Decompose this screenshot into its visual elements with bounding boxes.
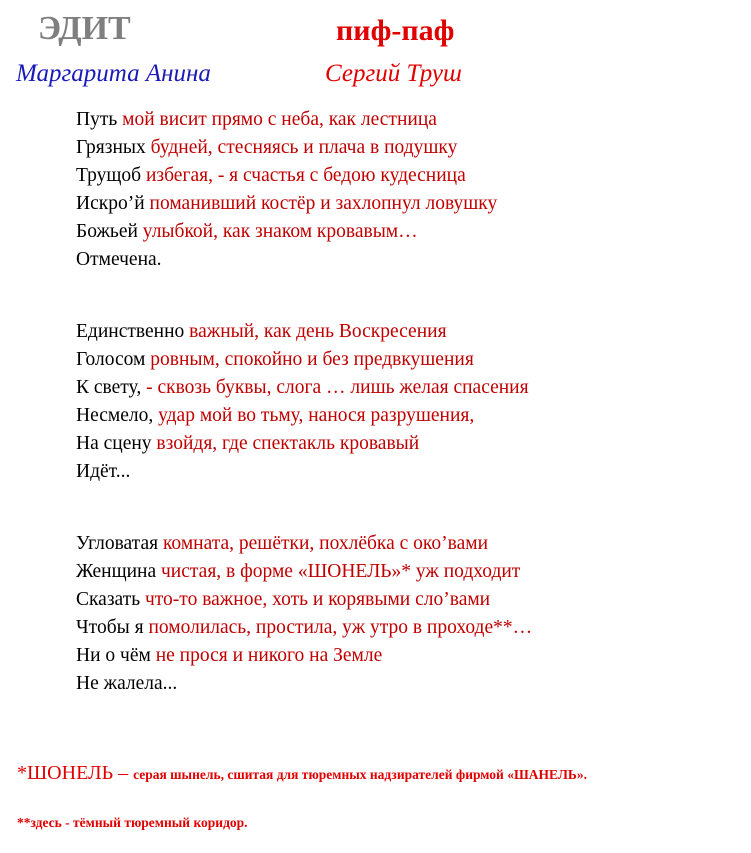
poem-line: Идёт... — [76, 461, 131, 482]
stanza-3 — [76, 530, 532, 698]
poem-line: Угловатая комната, решётки, похлёбка с око’вами — [76, 533, 489, 554]
title-right: пиф-паф — [336, 14, 455, 47]
stanza-1 — [76, 106, 497, 274]
footnote-1-term: *ШОНЕЛЬ – — [17, 762, 134, 784]
footnote-1-text: серая шынель, сшитая для тюремных надзирателей фирмой «ШАНЕЛЬ». — [133, 767, 587, 782]
poem-line: Не жалела... — [76, 673, 178, 694]
poem-line: Голосом ровным, спокойно и без предвкушения — [76, 349, 474, 370]
poem-line: Ни о чём не прося и никого на Земле — [76, 645, 383, 666]
poem-line: Отмечена. — [76, 249, 162, 270]
footnote-1 — [17, 762, 587, 785]
author-left: Маргарита Анина — [16, 60, 211, 87]
poem-line: На сцену взойдя, где спектакль кровавый — [76, 433, 420, 454]
poem-line: Трущоб избегая, - я счастья с бедою кудесница — [76, 165, 466, 186]
poem-line: Грязных будней, стесняясь и плача в подушку — [76, 137, 458, 158]
poem-line: Божьей улыбкой, как знаком кровавым… — [76, 221, 418, 242]
poem-line: Сказать что-то важное, хоть и корявыми сло’вами — [76, 589, 491, 610]
poem-line: Женщина чистая, в форме «ШОНЕЛЬ»* уж подходит — [76, 561, 521, 582]
poem-line: Искро’й поманивший костёр и захлопнул ловушку — [76, 193, 498, 214]
stanza-2 — [76, 318, 529, 486]
poem-line: Путь мой висит прямо с неба, как лестница — [76, 109, 437, 130]
poem-line: К свету, - сквозь буквы, слога … лишь желая спасения — [76, 377, 529, 398]
poem-line: Единственно важный, как день Воскресения — [76, 321, 447, 342]
poem-line: Чтобы я помолилась, простила, уж утро в проходе**… — [76, 617, 533, 638]
author-right: Сергий Труш — [325, 60, 462, 87]
footnote-2: **здесь - тёмный тюремный коридор. — [17, 815, 248, 830]
poem-line: Несмело, удар мой во тьму, нанося разрушения, — [76, 405, 475, 426]
title-left: ЭДИТ — [38, 10, 131, 47]
